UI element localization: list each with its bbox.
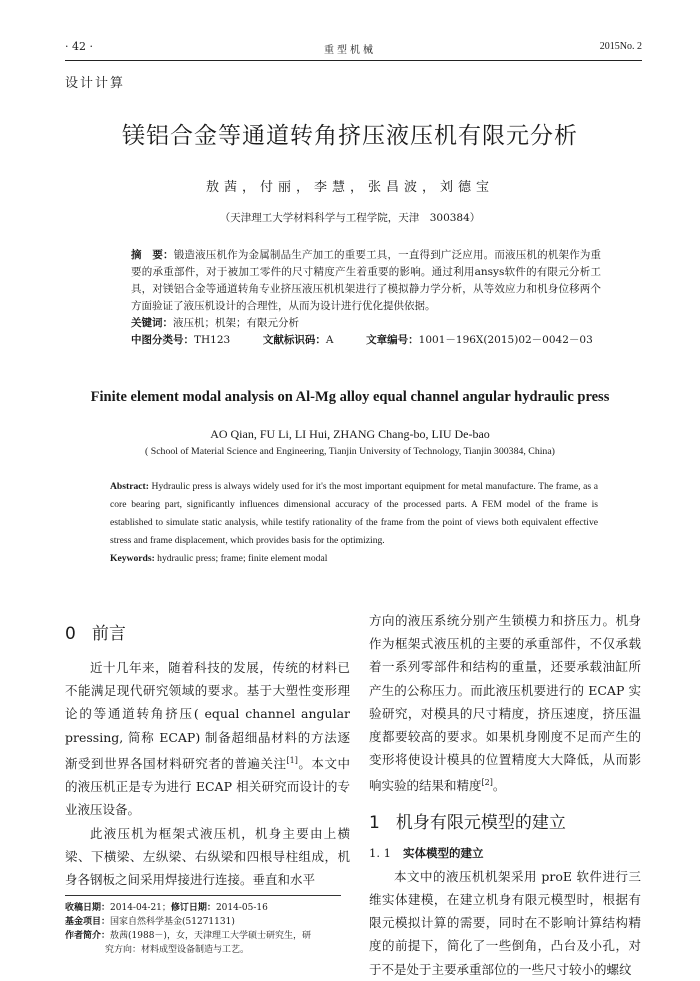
abstract-cn-label: 摘 要：: [131, 249, 174, 261]
title-cn: 镁铝合金等通道转角挤压液压机有限元分析: [122, 123, 578, 149]
keywords-cn-row: [131, 315, 601, 332]
abstract-en-text: Hydraulic press is always widely used for it's the most important equipment for metal manufacture. The frame, as a core bearing part, significantly influences dimensional accuracy of the processed parts. A FEM model of the frame is established to simulate static analysis, while testify rationality of the frame from the point of views both equivalent effective stress and frame displacement, which provides basis for the optimizing.: [110, 481, 598, 546]
abstract-en-body: [110, 478, 598, 550]
section-1-title: 机身有限元模型的建立: [395, 812, 566, 833]
received-label: 收稿日期：: [65, 903, 111, 913]
classification-row: [131, 332, 601, 349]
keywords-en: hydraulic press; frame; finite element modal: [154, 553, 328, 564]
citation-1: [1]: [286, 755, 298, 765]
affiliation-en: ( School of Material Science and Engineering, Tianjin University of Technology, Tianjin 300384, China): [145, 446, 555, 457]
section-1-heading: [369, 808, 641, 833]
body-left-column: [65, 617, 350, 891]
article-no-value: 1001－196X(2015)02－0042－03: [418, 334, 593, 346]
footnote-author: [65, 929, 355, 943]
issue-number: 2015No. 2: [599, 41, 642, 52]
intro-p1-text-b: 。本文中的液压机正是专为进行 ECAP 相关研究而设计的专业液压设备。: [65, 755, 350, 818]
keywords-en-label: Keywords:: [110, 553, 155, 564]
page-number: · 42 ·: [65, 40, 93, 53]
title-en: Finite element modal analysis on Al-Mg alloy equal channel angular hydraulic press: [90, 389, 610, 405]
footnotes: [65, 901, 355, 957]
affiliation-cn: （天津理工大学材料科学与工程学院，天津 300384）: [219, 212, 481, 224]
header-rule: [65, 60, 642, 61]
fund-label: 基金项目：: [65, 917, 111, 927]
body-right-column: [369, 609, 641, 981]
authors-en: AO Qian, FU Li, LI Hui, ZHANG Chang-bo, LIU De-bao: [210, 427, 490, 441]
doc-code-value: A: [325, 334, 334, 346]
subsection-1-1-heading: [369, 845, 641, 861]
continued-paragraph: [369, 609, 641, 798]
fund-value: 国家自然科学基金(51271131): [110, 917, 235, 927]
intro-p1-text-a: 近十几年来，随着科技的发展，传统的材料已不能满足现代研究领域的要求。基于大塑性变形理论的等通道转角挤压( equal channel angular pressing, 简称 ECAP) 制备超细晶材料的方法逐渐受到世界各国材料研究者的普遍关注: [65, 660, 350, 771]
footnote-fund: [65, 915, 355, 929]
section-1-number: 1: [369, 812, 380, 833]
modeling-paragraph: 本文中的液压机机架采用 proE 软件进行三维实体建模，在建立机身有限元模型时，根据有限元模拟计算的需要，同时在不影响计算结构精度的前提下，简化了一些倒角，凸台及小孔，对于不是处于主要承重部位的一些尺寸较小的螺纹: [369, 868, 641, 977]
abstract-cn-body: [131, 247, 601, 315]
footnote-dates: [65, 901, 355, 915]
revised-date: 2014-05-16: [215, 903, 268, 913]
received-date: 2014-04-21；: [110, 903, 171, 913]
clc-label: 中图分类号：: [131, 334, 194, 346]
subsection-1-1-title: 实体模型的建立: [402, 845, 484, 860]
subsection-1-1-number: 1. 1: [369, 845, 391, 860]
section-tag: 设计计算: [65, 76, 126, 91]
keywords-cn-label: 关键词：: [131, 317, 173, 329]
abstract-cn-text: 锻造液压机作为金属制品生产加工的重要工具，一直得到广泛应用。而液压机的机架作为重要的承重部件，对于被加工零件的尺寸精度产生着重要的影响。通过利用ansys软件的有限元分析工具，对镁铝合金等通道转角专业挤压液压机机架进行了模拟静力学分析，从等效应力和机身位移两个方面验证了液压机设计的合理性，从而为设计进行优化提供依据。: [131, 249, 602, 312]
keywords-cn: 液压机；机架；有限元分析: [173, 317, 299, 329]
continued-text-a: 方向的液压系统分别产生锁模力和挤压力。机身作为框架式液压机的主要的承重部件，不仅承载着一系列零部件和结构的重量，还要承载油缸所产生的公称压力。而此液压机要进行的 ECAP 实验研究，对模具的尺寸精度，挤压速度，挤压温度都要较高的要求。如果机身刚度不足而产生的变形将使设计模具的位置精度大大降低，从而影响实验的结果和精度: [369, 613, 641, 794]
authors-cn: 敖茜，付丽，李慧，张昌波，刘德宝: [205, 180, 494, 195]
clc-value: TH123: [194, 334, 231, 346]
footnote-rule: [65, 895, 341, 896]
continued-text-b: 。: [492, 778, 506, 794]
article-no-label: 文章编号：: [366, 334, 419, 346]
author-bio-line-1: 敖茜(1988－)，女，天津理工大学硕士研究生，研: [110, 931, 311, 941]
revised-label: 修订日期：: [170, 903, 216, 913]
section-0-heading: [65, 619, 350, 644]
abstract-en: [110, 478, 598, 568]
footnote-author-cont: 究方向：材料成型设备制造与工艺。: [105, 945, 250, 955]
keywords-en-row: [110, 550, 598, 568]
intro-paragraph-2: 此液压机为框架式液压机，机身主要由上横梁、下横梁、左纵梁、右纵梁和四根导柱组成，机身各钢板之间采用焊接进行连接。垂直和水平: [65, 825, 350, 887]
author-bio-label: 作者简介：: [65, 931, 111, 941]
doc-code-label: 文献标识码：: [262, 334, 326, 346]
section-0-number: 0: [65, 624, 76, 644]
intro-paragraph-1: [65, 656, 350, 822]
citation-2: [2]: [481, 778, 493, 788]
journal-name: 重型机械: [324, 45, 376, 56]
section-0-title: 前言: [91, 624, 126, 644]
abstract-en-label: Abstract:: [110, 481, 149, 492]
abstract-cn: [131, 247, 601, 349]
